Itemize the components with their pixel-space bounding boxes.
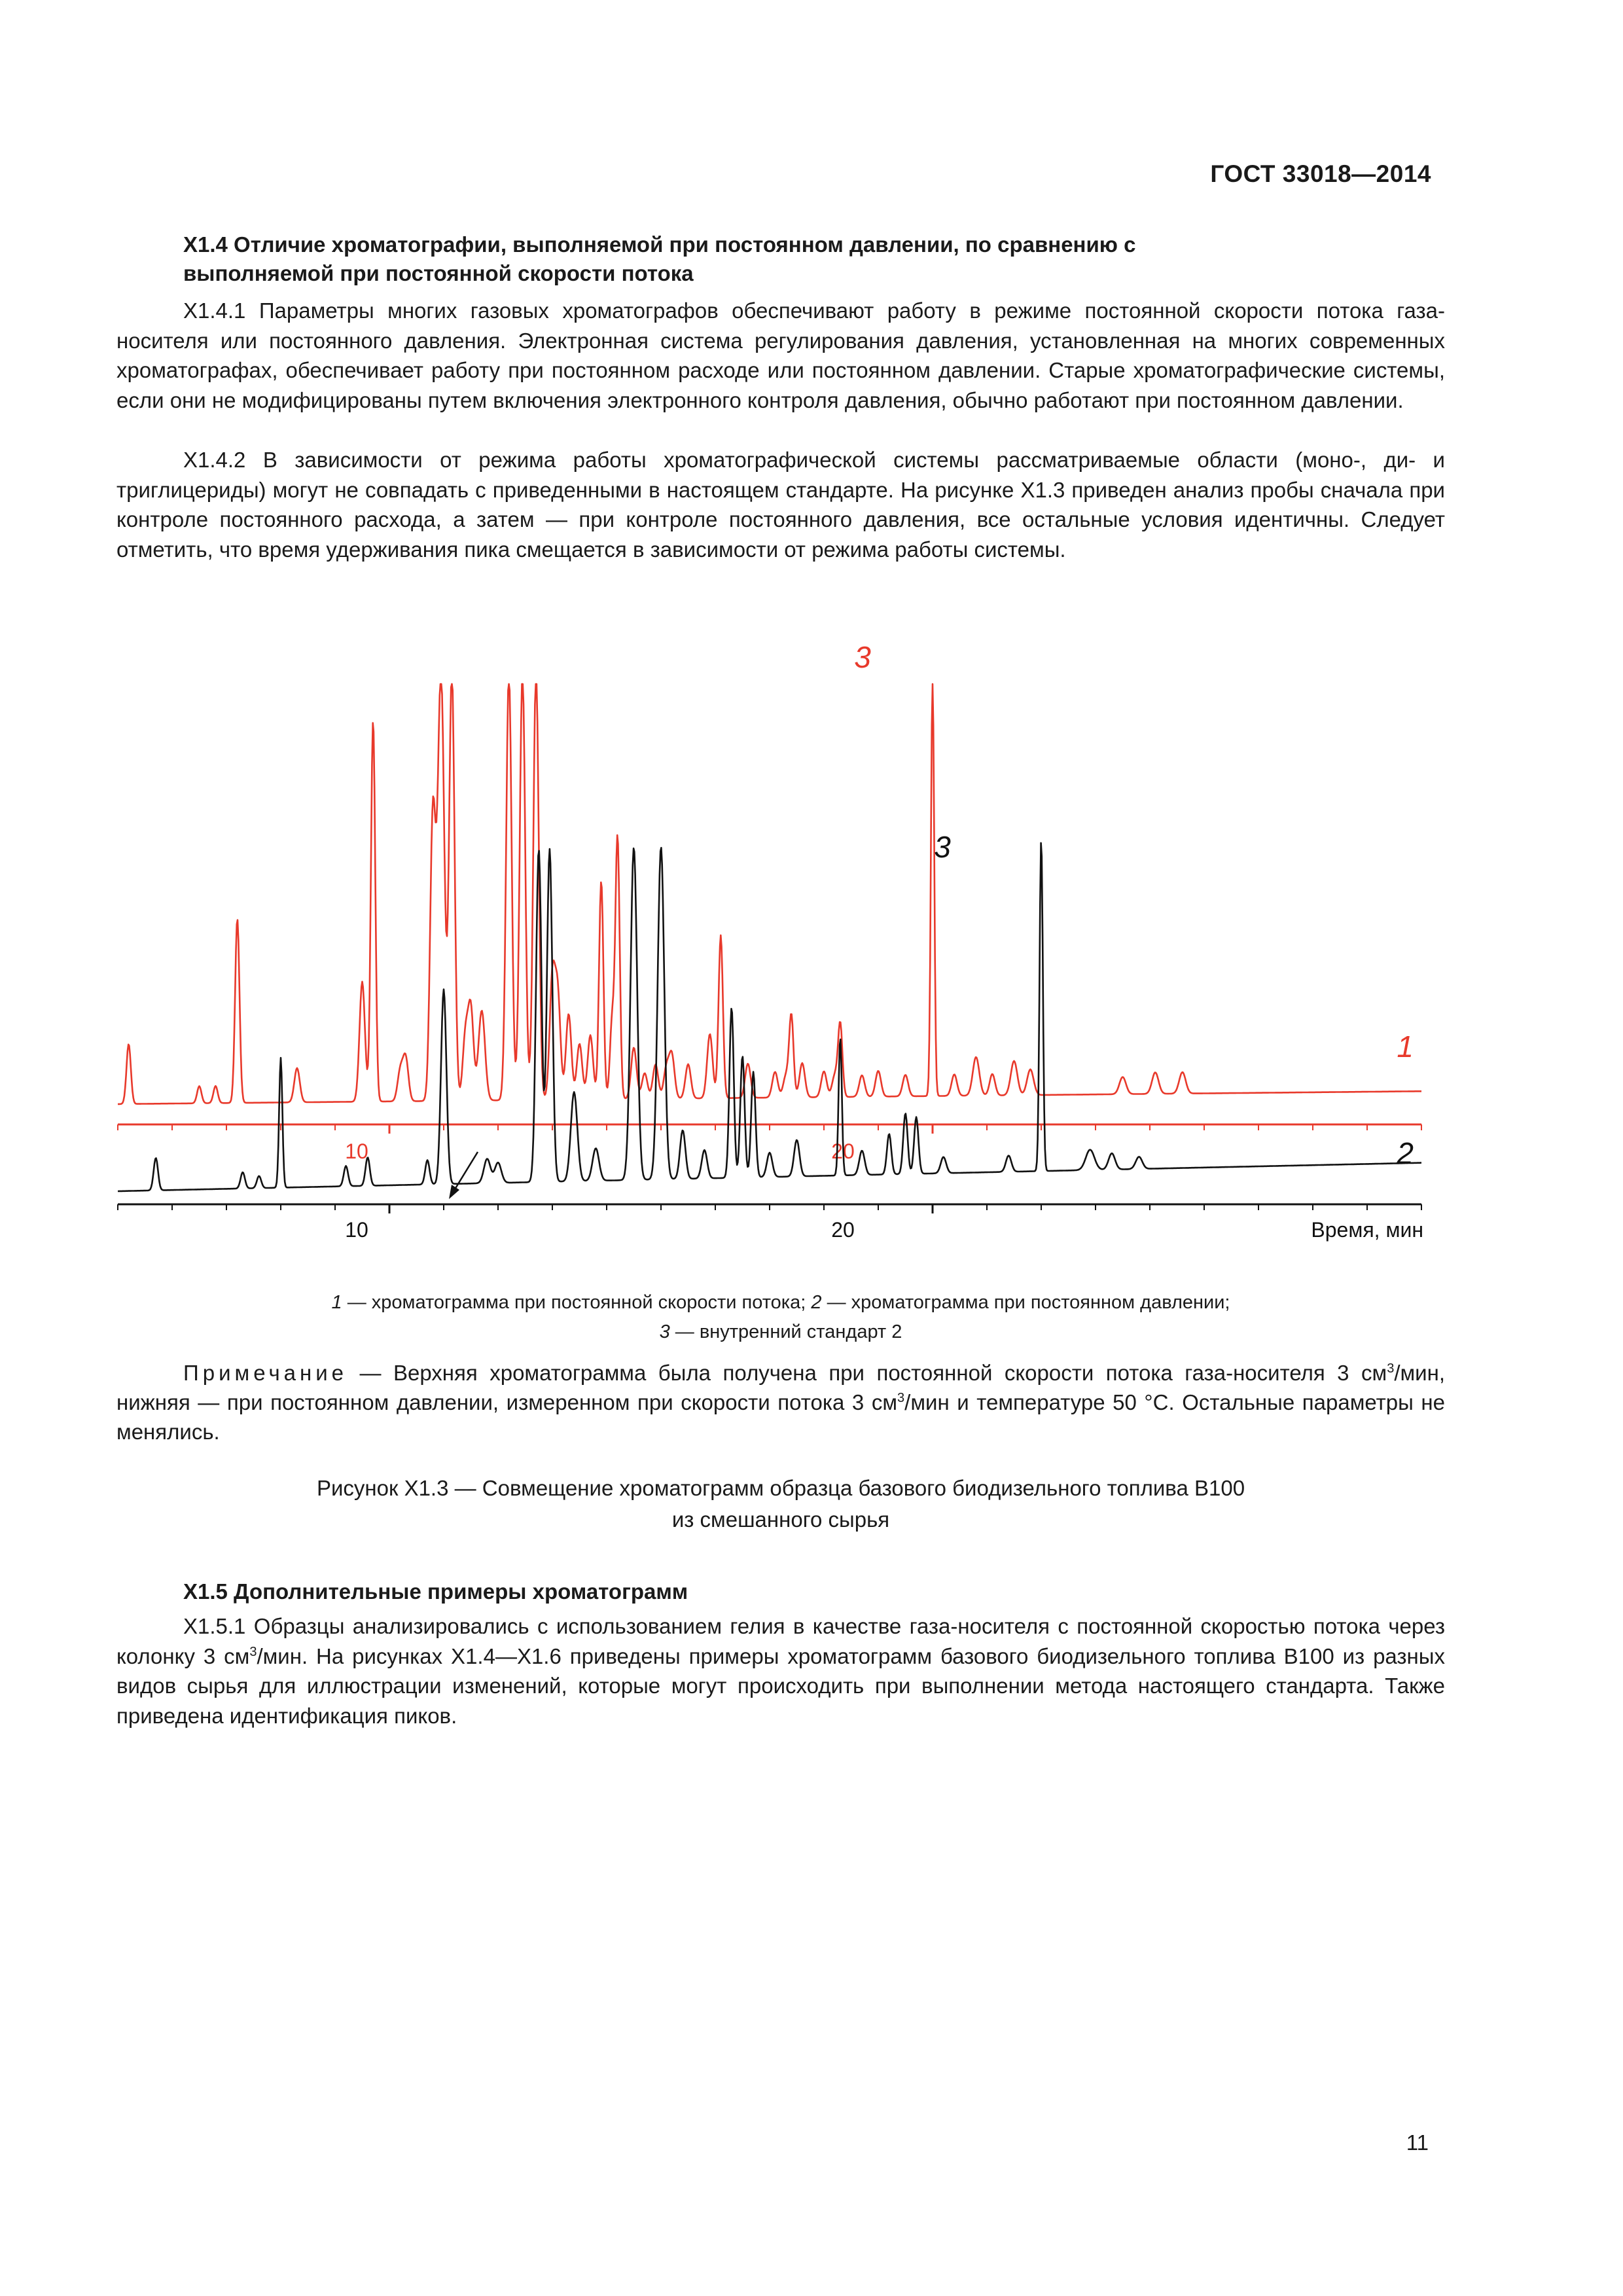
figure-note: [116, 1358, 1445, 1446]
figure-legend-line1: [116, 1288, 1445, 1318]
x-axis-label: Время, мин: [1311, 1218, 1423, 1242]
paragraph-x151-text-2: /мин. На рисунках Х1.4—Х1.6 приведены примеры хроматограмм базового биодизельного топлива В100 из разных видов сырья для иллюстрации изменений, которые могут происходить при выполнении метода настоящего стандарта. Также приведена идентификация пиков.: [116, 1643, 1445, 1728]
series-1-line: [118, 684, 1421, 1104]
section-x15-heading: Х1.5 Дополнительные примеры хроматограмм: [183, 1579, 688, 1604]
figure-title: [116, 1473, 1445, 1535]
series-2-line: [118, 843, 1421, 1191]
legend-text-1: — хроматограмма при постоянной скорости потока;: [342, 1292, 812, 1313]
series-label-2: 2: [1397, 1136, 1414, 1170]
lower-tick-label-10: 10: [345, 1218, 368, 1242]
peak-label-3-lower: 3: [934, 830, 951, 864]
arrow-annotation: [449, 1152, 478, 1199]
upper-axis: [118, 1124, 1421, 1163]
upper-tick-label-10: 10: [345, 1139, 368, 1163]
note-sup-2: 3: [897, 1391, 905, 1405]
note-sup-1: 3: [1387, 1361, 1395, 1376]
lower-axis: [118, 1204, 1423, 1242]
legend-text-2: — хроматограмма при постоянном давлении;: [821, 1292, 1230, 1313]
legend-text-3: — внутренний стандарт 2: [669, 1321, 902, 1342]
legend-key-1: 1: [331, 1292, 342, 1313]
standard-number: ГОСТ 33018—2014: [1210, 160, 1431, 187]
section-x14-title-line1: Х1.4 Отличие хроматографии, выполняемой при постоянном давлении, по сравнению с: [183, 232, 1136, 257]
chromatogram-figure: [111, 628, 1446, 1270]
paragraph-x141-text: Х1.4.1 Параметры многих газовых хроматографов обеспечивают работу в режиме постоянной скорости потока газа-носителя или постоянного давления. Электронная система регулирования давления, установленная на многих современных хроматографах, обеспечивает работу при постоянном расходе или постоянном давлении. Старые хроматографические системы, если они не модифицированы путем включения электронного контроля давления, обычно работают при постоянном давлении.: [116, 298, 1445, 412]
paragraph-x151-text-1: Х1.5.1 Образцы анализировались с использованием гелия в качестве газа-носителя с постоянной скоростью потока через колонку 3 см: [116, 1614, 1445, 1668]
arrow-shaft: [453, 1152, 478, 1193]
figure-title-line2: из смешанного сырья: [671, 1507, 890, 1532]
paragraph-x151-sup: 3: [249, 1644, 257, 1659]
section-x14-heading: [183, 230, 1135, 288]
note-label: Примечание: [183, 1361, 348, 1385]
section-x14-title-line2: выполняемой при постоянной скорости потока: [183, 261, 694, 285]
figure-title-line1: Рисунок Х1.3 — Совмещение хроматограмм образца базового биодизельного топлива В100: [316, 1476, 1245, 1500]
paragraph-x142: [116, 445, 1445, 564]
legend-key-2: 2: [811, 1292, 822, 1313]
page-number: 11: [1406, 2130, 1429, 2155]
series-label-1: 1: [1397, 1030, 1414, 1064]
arrow-head-icon: [449, 1185, 459, 1199]
peak-label-3-upper: 3: [854, 640, 871, 674]
figure-legend-line2: [116, 1318, 1445, 1347]
note-text-3: /мин и температуре 50 °С. Остальные параметры не менялись.: [116, 1390, 1445, 1444]
paragraph-x142-text: Х1.4.2 В зависимости от режима работы хроматографической системы рассматриваемые области (моно-, ди- и триглицериды) могут не совпадать с приведенными в настоящем стандарте. На рисунке Х1.3 приведен анализ пробы сначала при контроле постоянного расхода, а затем — при контроле постоянного давления, все остальные условия идентичны. Следует отметить, что время удерживания пика смещается в зависимости от режима работы системы.: [116, 448, 1445, 562]
paragraph-x151: [116, 1611, 1445, 1731]
legend-key-3: 3: [659, 1321, 670, 1342]
figure-legend: [116, 1288, 1445, 1347]
paragraph-x141: [116, 296, 1445, 415]
upper-tick-label-20: 20: [831, 1139, 855, 1163]
lower-tick-label-20: 20: [831, 1218, 855, 1242]
note-text-1: — Верхняя хроматограмма была получена при постоянной скорости потока газа-носителя 3 см: [348, 1361, 1387, 1385]
note-text-2: /мин, нижняя — при постоянном давлении, измеренном при скорости потока 3 см: [116, 1361, 1445, 1414]
